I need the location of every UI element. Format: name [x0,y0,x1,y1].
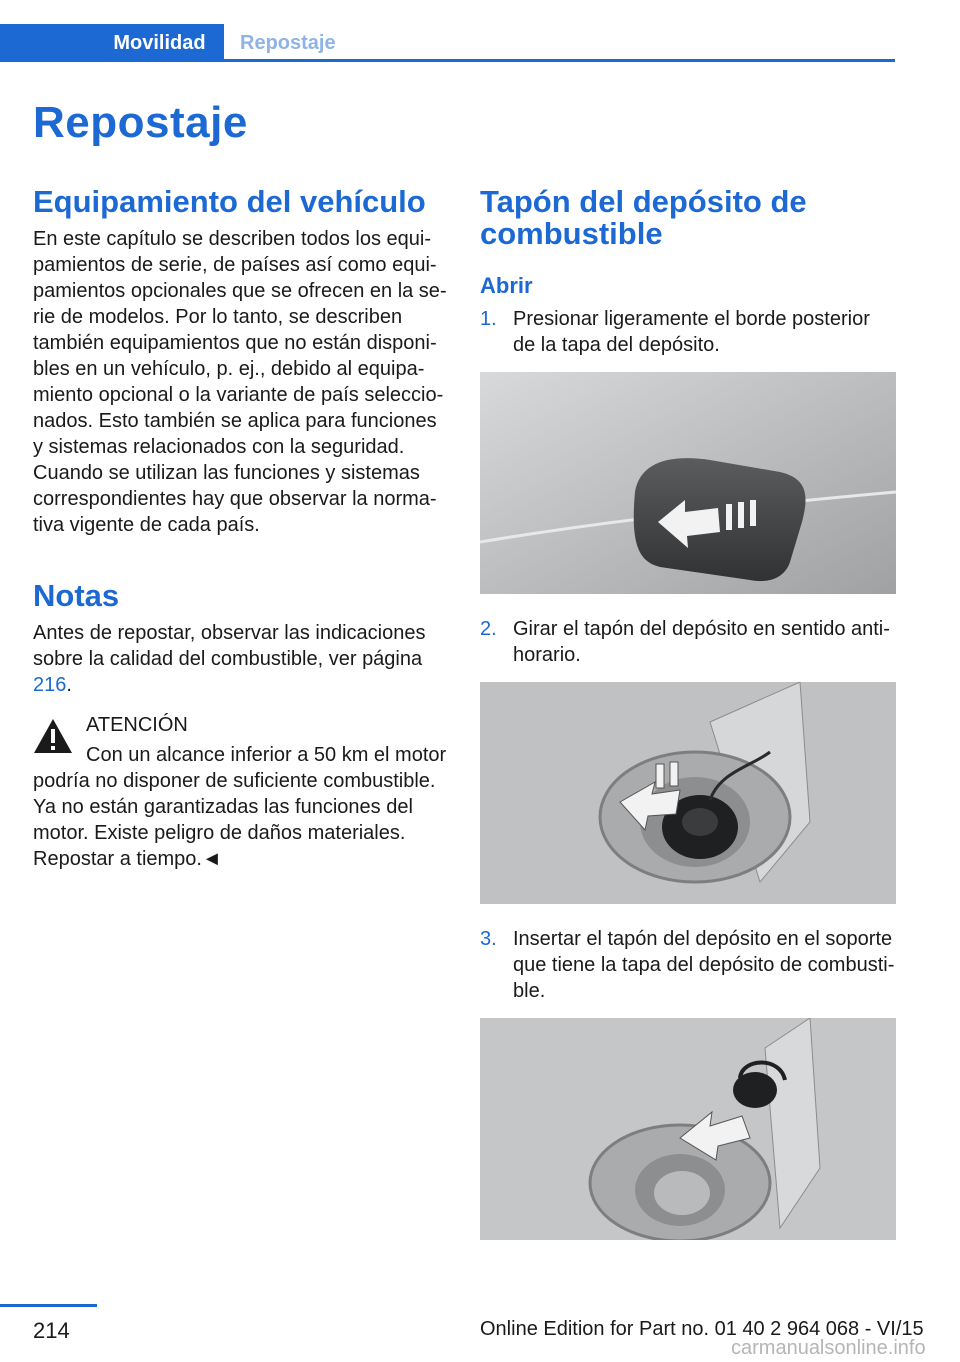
left-column [33,186,448,872]
page-title: Repostaje [33,98,248,147]
tab-repostaje[interactable] [240,24,336,62]
warning-box [33,712,448,872]
page-number: 214 [33,1318,70,1343]
footer-divider [0,1304,97,1307]
figure-insert-fuel-cap [480,1018,896,1240]
step-1-text: Presionar ligeramente el borde posterior de la tapa del depósito. [513,308,870,356]
tab-movilidad[interactable] [0,24,224,62]
right-column [480,186,896,1240]
warning-triangle-icon [33,718,73,754]
notas-text: Antes de repostar, observar las indicaciones sobre la calidad del combustible, ver página [33,622,426,670]
step-3-text: Insertar el tapón del depósito en el soporte que tiene la tapa del depósito de combustible. [513,928,895,1002]
section-title-tapon: Tapón del depósito de combustible [480,184,807,251]
figure-turn-fuel-cap [480,682,896,904]
tab-repostaje-label: Repostaje [240,31,336,54]
header-bar [0,0,895,62]
figure-press-fuel-flap [480,372,896,594]
step-3-number: 3. [480,928,497,950]
header-divider [0,59,895,62]
notas-paragraph [33,620,448,698]
equipamiento-paragraph: En este capítulo se describen todos los equipamientos de serie, de países así como equipamientos opcionales que se ofrecen en la serie de modelos. Por lo tanto, se describen también equipamientos que no están disponibles en un vehículo, p. ej., debido al equipamiento opcional o la variante de país seleccionados. Esto también se aplica para funciones y sistemas relacionados con la seguridad. Cuando se utilizan las funciones y sistemas correspondientes hay que observar la normativa vigente de cada país. [33,228,447,536]
notas-text-end: . [66,674,72,696]
warning-title: ATENCIÓN [86,714,188,736]
edition-note: Online Edition for Part no. 01 40 2 964 068 - VI/15 [480,1318,924,1340]
subsection-title-abrir: Abrir [480,273,533,298]
step-3 [480,926,896,1004]
warning-first-line: Con un alcance inferior a 50 km el motor [86,744,447,766]
step-2-number: 2. [480,618,497,640]
watermark: carmanualsonline.info [731,1337,926,1359]
step-2 [480,616,896,668]
section-title-notas: Notas [33,578,120,613]
warning-text: podría no disponer de suficiente combustible. Ya no están garantizadas las funciones del motor. Existe peligro de daños materiales. Repostar a tiempo.◄ [33,770,436,870]
page-link-216[interactable]: 216 [33,674,67,696]
step-2-text: Girar el tapón del depósito en sentido antihorario. [513,618,890,666]
section-title-equipamiento: Equipamiento del vehículo [33,184,426,219]
tab-movilidad-label: Movilidad [113,31,206,54]
step-1 [480,306,896,358]
step-1-number: 1. [480,308,497,330]
